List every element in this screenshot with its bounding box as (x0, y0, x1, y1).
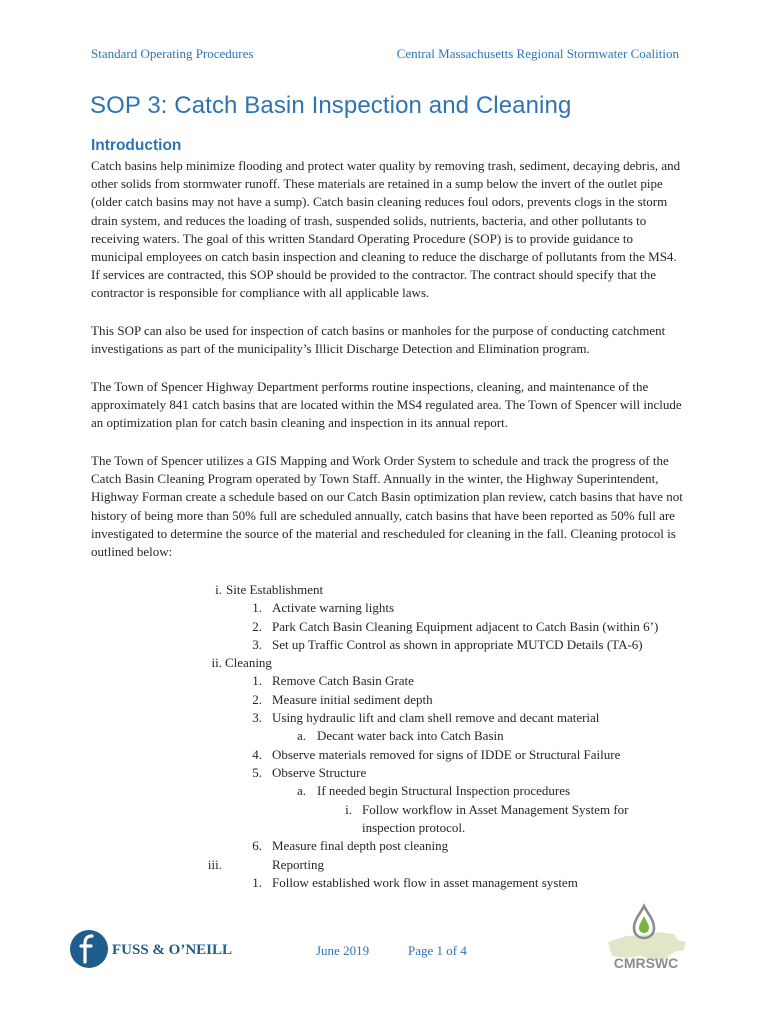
list-marker: ii. (211, 655, 222, 670)
list-text: Observe Structure (272, 765, 367, 780)
list-marker: 2. (252, 692, 262, 707)
fuss-oneill-logo-text: FUSS & O’NEILL (112, 942, 233, 958)
list-text: Observe materials removed for signs of IDDE or Structural Failure (272, 747, 621, 762)
list-text: Park Catch Basin Cleaning Equipment adjacent to Catch Basin (within 6’) (272, 619, 659, 634)
header-left: Standard Operating Procedures (91, 46, 254, 61)
list-text: Set up Traffic Control as shown in appropriate MUTCD Details (TA-6) (272, 637, 643, 652)
paragraph-intro: Catch basins help minimize flooding and protect water quality by removing trash, sediment, decaying debris, and other solids from stormwater runoff. These materials are retained in a sump below the invert of the outlet pipe (older catch basins may not have a sump). Catch basin cleaning reduces foul odors, prevents clogs in the storm drain system, and reduces the loading of trash, suspended solids, nutrients, bacteria, and other pollutants to receiving waters. The goal of this written Standard Operating Procedure (SOP) is to provide guidance to municipal employees on catch basin inspection and cleaning to reduce the discharge of pollutants from the MS4. If services are contracted, this SOP should be provided to the contractor. The contract should specify that the contractor is responsible for compliance with all applicable laws. (91, 158, 681, 301)
list-marker: 2. (252, 619, 262, 634)
list-marker: 4. (252, 747, 262, 762)
list-marker: 1. (252, 673, 262, 688)
header-right: Central Massachusetts Regional Stormwater Coalition (396, 46, 679, 61)
list-text: Activate warning lights (272, 600, 395, 615)
cmrswc-logo (600, 902, 692, 980)
list-text: Remove Catch Basin Grate (272, 673, 414, 688)
list-marker: i. (345, 802, 352, 817)
list-marker: 3. (252, 710, 262, 725)
section-heading: Introduction (91, 137, 182, 154)
list-text: Measure final depth post cleaning (272, 838, 449, 853)
inner-drop-icon (639, 916, 649, 933)
list-marker: 3. (252, 637, 262, 652)
list-marker: 1. (252, 875, 262, 890)
list-text: Cleaning (225, 655, 272, 670)
list-text: Decant water back into Catch Basin (317, 728, 504, 743)
cmrswc-logo-text: CMRSWC (613, 955, 679, 971)
list-marker: i. (215, 582, 222, 597)
paragraph-idde: This SOP can also be used for inspection of catch basins or manholes for the purpose of conducting catchment investigations as part of the municipality’s Illicit Discharge Detection and Elimination program. (91, 323, 666, 357)
footer-date: June 2019 (316, 943, 370, 958)
paragraph-gis: The Town of Spencer utilizes a GIS Mapping and Work Order System to schedule and track the progress of the Catch Basin Cleaning Program operated by Town Staff. Annually in the winter, the Highway Superintendent, Highway Forman create a schedule based on our Catch Basin optimization plan review, catch basins that have not history of being more than 50% full are scheduled annually, catch basins that have been reported as 50% full are investigated to determine the source of the material and rescheduled for cleaning in the fall. Cleaning protocol is outlined below: (91, 453, 683, 560)
list-text: inspection protocol. (362, 820, 466, 835)
list-text: Using hydraulic lift and clam shell remove and decant material (272, 710, 600, 725)
list-marker: 1. (252, 600, 262, 615)
list-marker: a. (296, 728, 306, 743)
list-text: If needed begin Structural Inspection procedures (317, 783, 571, 798)
list-marker: 6. (252, 838, 262, 853)
list-text: Follow workflow in Asset Management System for (362, 802, 629, 817)
list-marker: iii. (207, 857, 222, 872)
list-text: Follow established work flow in asset management system (272, 875, 578, 890)
list-marker: 5. (252, 765, 262, 780)
paragraph-highway: The Town of Spencer Highway Department performs routine inspections, cleaning, and maintenance of the approximately 841 catch basins that are located within the MS4 regulated area. The Town of Spencer will include an optimization plan for catch basin cleaning and inspection in its annual report. (91, 379, 682, 431)
fuss-oneill-logo (70, 928, 233, 970)
list-text: Site Establishment (226, 582, 324, 597)
list-text: Measure initial sediment depth (272, 692, 433, 707)
page-title: SOP 3: Catch Basin Inspection and Cleaning (90, 92, 572, 119)
list-marker: a. (296, 783, 306, 798)
footer-page-number: Page 1 of 4 (408, 943, 467, 958)
list-text: Reporting (272, 857, 324, 872)
